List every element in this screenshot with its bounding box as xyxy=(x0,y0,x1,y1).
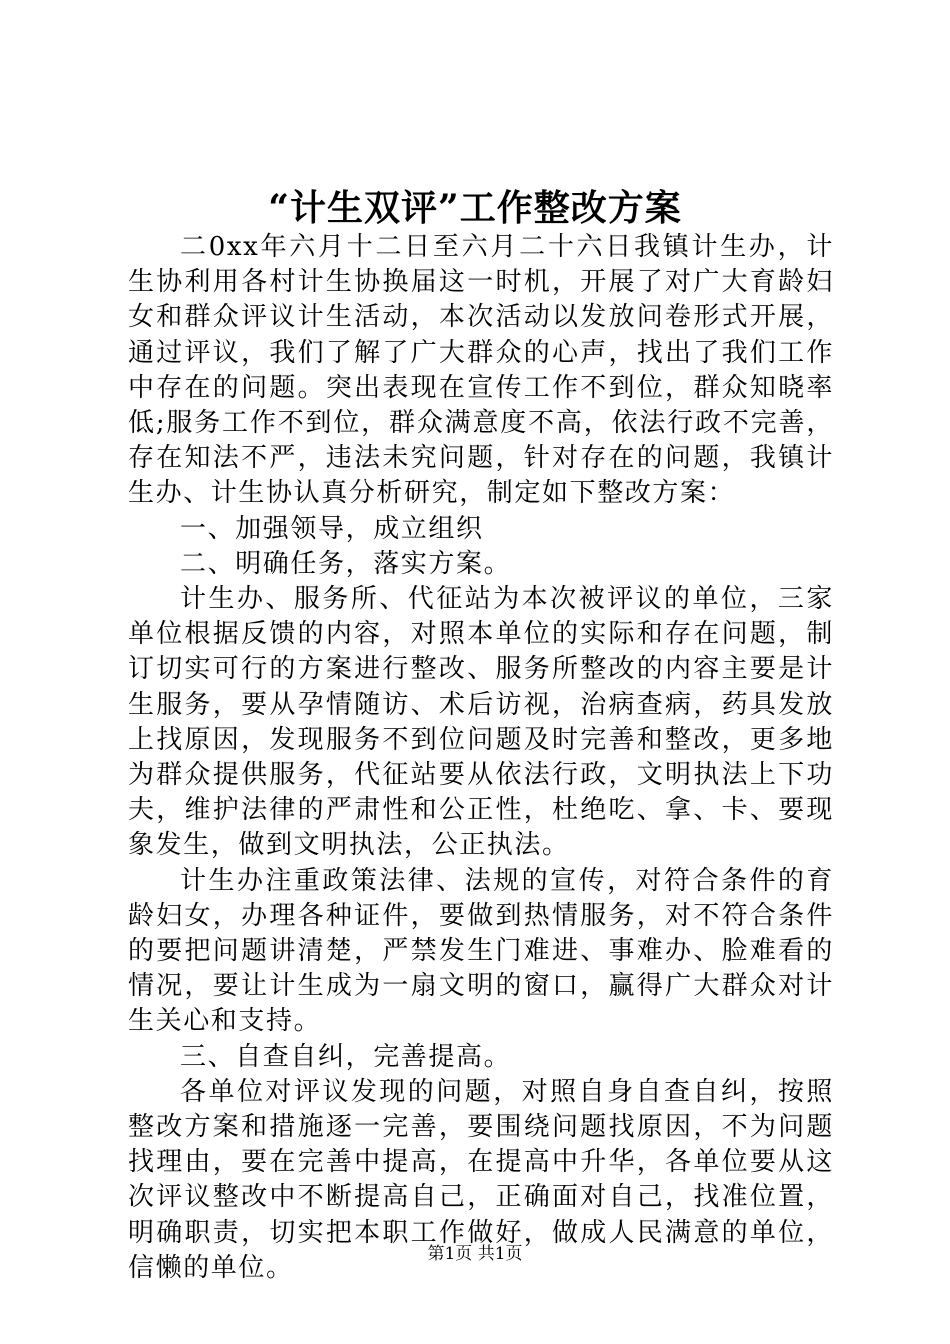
paragraph-section-2-a: 计生办、服务所、代征站为本次被评议的单位，三家单位根据反馈的内容，对照本单位的实际和存在问题，制订切实可行的方案进行整改、服务所整改的内容主要是计生服务，要从孕情随访、术后访视，治病查病，药具发放上找原因，发现服务不到位问题及时完善和整改，更多地为群众提供服务，代征站要从依法行政，文明执法上下功夫，维护法律的严肃性和公正性，杜绝吃、拿、卡、要现象发生，做到文明执法，公正执法。 xyxy=(128,584,834,861)
paragraph-section-2-b: 计生办注重政策法律、法规的宣传，对符合条件的育龄妇女，办理各种证件，要做到热情服务，对不符合条件的要把问题讲清楚，严禁发生门难进、事难办、脸难看的情况，要让计生成为一扇文明的窗口，赢得广大群众对计生关心和支持。 xyxy=(128,865,834,1037)
section-heading-3: 三、自查自纠，完善提高。 xyxy=(180,1041,512,1072)
paragraph-section-3: 各单位对评议发现的问题，对照自身自查自纠，按照整改方案和措施逐一完善，要围绕问题找原因，不为问题找理由，要在完善中提高，在提高中升华，各单位要从这次评议整改中不断提高自己，正确面对自己，找准位置，明确职责，切实把本职工作做好，做成人民满意的单位，信懒的单位。 xyxy=(128,1076,834,1283)
section-heading-2: 二、明确任务，落实方案。 xyxy=(180,548,512,579)
page-footer: 第1页 共1页 xyxy=(427,1244,523,1264)
paragraph-intro: 二0xx年六月十二日至六月二十六日我镇计生办，计生协利用各村计生协换届这一时机，开展了对广大育龄妇女和群众评议计生活动，本次活动以发放问卷形式开展，通过评议，我们了解了广大群众的心声，找出了我们工作中存在的问题。突出表现在宣传工作不到位，群众知晓率低;服务工作不到位，群众满意度不高，依法行政不完善，存在知法不严，违法未究问题，针对存在的问题，我镇计生办、计生协认真分析研究，制定如下整改方案： xyxy=(128,232,834,509)
document-title: “计生双评”工作整改方案 xyxy=(268,187,682,229)
document-body xyxy=(128,230,834,1286)
section-heading-1: 一、加强领导，成立组织 xyxy=(180,513,484,544)
